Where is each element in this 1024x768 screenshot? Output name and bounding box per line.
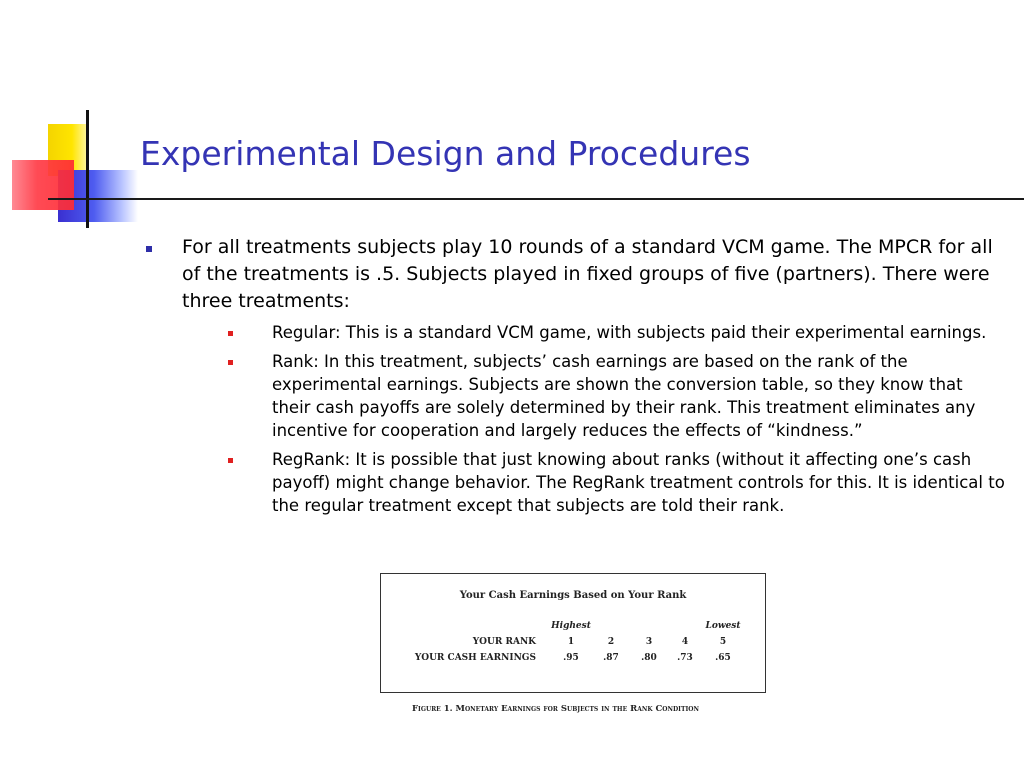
sub-bullet-regrank: RegRank: It is possible that just knowing about ranks (without it affecting one’s cash payoff) might change behavior. The RegRank treatment controls for this. It is identical to the regular treatment except that subjects are told their rank. — [228, 448, 1006, 517]
bullet-text: For all treatments subjects play 10 rounds of a standard VCM game. The MPCR for all of the treatments is .5. Subjects played in fixed groups of five (partners). There were three treatments: — [182, 236, 993, 312]
rank-cell: 1 — [567, 637, 575, 647]
earnings-cell: .80 — [641, 653, 657, 663]
earnings-cell: .73 — [677, 653, 693, 663]
lowest-label: Lowest — [705, 621, 741, 631]
earnings-table-figure — [380, 573, 766, 693]
sub-bullet-regular: Regular: This is a standard VCM game, with subjects paid their experimental earnings. — [228, 321, 1006, 344]
rank-cell: 5 — [719, 637, 727, 647]
slide-title: Experimental Design and Procedures — [140, 134, 751, 173]
logo-red-square — [12, 160, 74, 210]
figure-caption: Figure 1. Monetary Earnings for Subjects in the Rank Condition — [412, 704, 699, 714]
rank-cell: 4 — [681, 637, 689, 647]
slide-content — [146, 234, 1006, 523]
logo-vertical-line — [86, 110, 89, 228]
bullet-list — [146, 234, 1006, 517]
sub-bullet-rank: Rank: In this treatment, subjects’ cash earnings are based on the rank of the experimental earnings. Subjects are shown the conversion table, so they know that their cash payoffs are solely determined by their rank. This treatment eliminates any incentive for cooperation and largely reduces the effects of “kindness.” — [228, 350, 1006, 442]
earnings-cell: .65 — [715, 653, 731, 663]
rank-cell: 3 — [645, 637, 653, 647]
rank-cell: 2 — [607, 637, 615, 647]
sub-bullet-list — [182, 321, 1006, 517]
earnings-cell: .95 — [563, 653, 579, 663]
title-underline-divider — [48, 198, 1024, 200]
earnings-row-label: YOUR CASH EARNINGS — [414, 653, 536, 663]
bullet-item — [146, 234, 1006, 517]
figure-title: Your Cash Earnings Based on Your Rank — [459, 590, 687, 601]
earnings-cell: .87 — [603, 653, 619, 663]
highest-label: Highest — [551, 621, 591, 631]
rank-row-label: YOUR RANK — [472, 637, 536, 647]
